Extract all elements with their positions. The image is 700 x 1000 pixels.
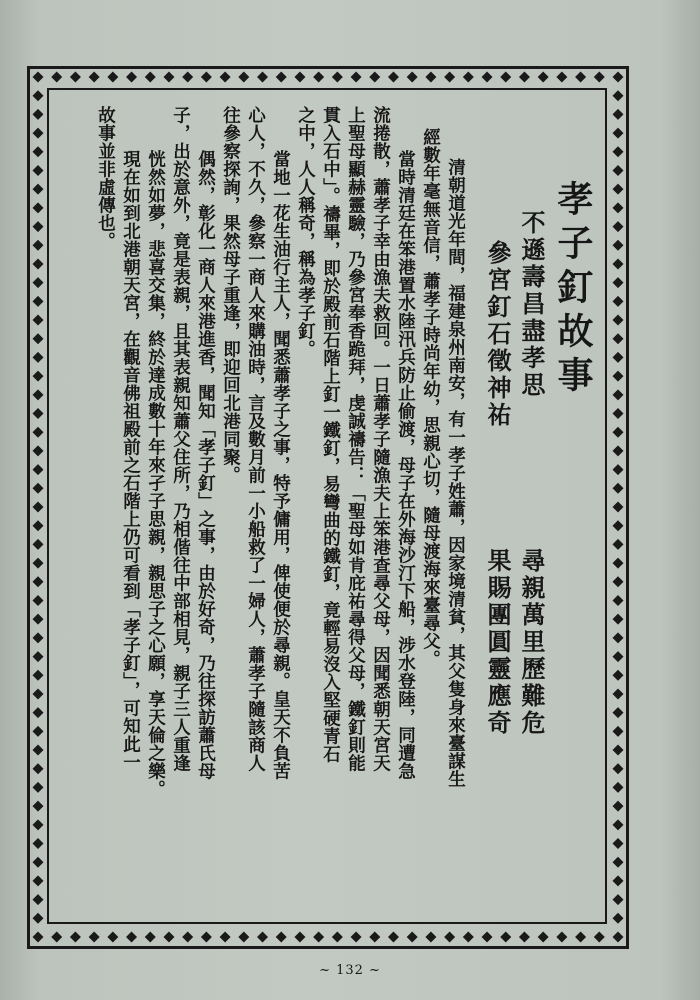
diamond-ornament <box>613 445 624 456</box>
diamond-ornament <box>613 464 624 475</box>
diamond-ornament <box>51 932 62 943</box>
diamond-ornament <box>613 221 624 232</box>
diamond-ornament <box>70 932 81 943</box>
article-title: 孝子釘故事 <box>552 180 594 400</box>
body-column-5: 上聖母顯赫靈驗，乃參宮奉香跪拜，虔誠禱告：「聖母如肯庇祐尋得父母，鐵釘則能 <box>345 106 366 772</box>
diamond-ornament <box>33 184 44 195</box>
diamond-ornament <box>613 651 624 662</box>
diamond-ornament <box>33 932 44 943</box>
diamond-ornament <box>33 838 44 849</box>
diamond-ornament <box>33 371 44 382</box>
diamond-ornament <box>351 932 362 943</box>
diamond-ornament <box>33 146 44 157</box>
diamond-ornament <box>201 932 212 943</box>
diamond-ornament <box>238 72 249 83</box>
diamond-ornament <box>613 184 624 195</box>
diamond-ornament <box>613 745 624 756</box>
diamond-ornament <box>220 72 231 83</box>
diamond-ornament <box>613 614 624 625</box>
diamond-ornament <box>613 670 624 681</box>
diamond-ornament <box>33 464 44 475</box>
body-column-9: 心人，不久，參察一商人來購油時，言及數月前一小船救了一婦人，蕭孝子隨該商人 <box>245 106 266 772</box>
diamond-ornament <box>313 72 324 83</box>
diamond-ornament <box>500 932 511 943</box>
diamond-ornament <box>276 932 287 943</box>
diamond-ornament <box>33 221 44 232</box>
diamond-ornament <box>126 72 137 83</box>
diamond-ornament <box>613 726 624 737</box>
body-column-8: 當地一花生油行主人，聞悉蕭孝子之事，特予傭用，俾使便於尋親。皇天不負苦 <box>270 150 291 780</box>
diamond-ornament <box>613 595 624 606</box>
diamond-ornament <box>107 932 118 943</box>
diamond-ornament <box>613 240 624 251</box>
diamond-ornament <box>33 483 44 494</box>
diamond-ornament <box>613 688 624 699</box>
diamond-ornament <box>33 502 44 513</box>
diamond-ornament <box>294 932 305 943</box>
diamond-ornament <box>89 72 100 83</box>
diamond-ornament <box>369 932 380 943</box>
body-column-13: 恍然如夢，悲喜交集，終於達成數十年來孑子思親，親思子之心願，享天倫之樂。 <box>145 150 166 798</box>
diamond-ornament <box>594 932 605 943</box>
diamond-ornament <box>145 932 156 943</box>
diamond-ornament <box>33 614 44 625</box>
diamond-ornament <box>613 932 624 943</box>
diamond-ornament <box>613 109 624 120</box>
diamond-ornament <box>33 520 44 531</box>
diamond-ornament <box>482 72 493 83</box>
diamond-ornament <box>613 165 624 176</box>
diamond-ornament <box>463 72 474 83</box>
diamond-ornament <box>201 72 212 83</box>
body-column-3: 當時清廷在笨港置水陸汛兵防止偷渡，母子在外海沙汀下船，涉水登陸，同遭急 <box>395 150 416 780</box>
diamond-ornament <box>613 389 624 400</box>
diamond-ornament <box>33 651 44 662</box>
diamond-ornament <box>33 632 44 643</box>
diamond-ornament <box>163 932 174 943</box>
diamond-ornament <box>444 72 455 83</box>
diamond-ornament <box>182 932 193 943</box>
diamond-ornament <box>163 72 174 83</box>
verse-line-1: 不遜壽昌盡孝思 <box>517 210 546 399</box>
diamond-ornament <box>332 932 343 943</box>
diamond-ornament <box>33 819 44 830</box>
diamond-ornament <box>33 875 44 886</box>
diamond-ornament <box>613 539 624 550</box>
diamond-ornament <box>388 72 399 83</box>
diamond-ornament <box>613 875 624 886</box>
diamond-ornament <box>407 72 418 83</box>
diamond-ornament <box>538 72 549 83</box>
diamond-ornament <box>33 913 44 924</box>
diamond-ornament <box>575 72 586 83</box>
diamond-ornament <box>613 72 624 83</box>
body-column-4: 流捲散，蕭孝子幸由漁夫救回。一日蕭孝子隨漁夫上笨港查尋父母，因聞悉朝天宮天 <box>370 106 391 772</box>
diamond-ornament <box>257 932 268 943</box>
diamond-ornament <box>182 72 193 83</box>
diamond-ornament <box>613 819 624 830</box>
diamond-ornament <box>313 932 324 943</box>
diamond-ornament <box>51 72 62 83</box>
diamond-ornament <box>613 333 624 344</box>
diamond-ornament <box>33 782 44 793</box>
diamond-ornament <box>33 857 44 868</box>
body-column-7: 之中，人人稱奇，稱為孝子釘。 <box>295 106 316 358</box>
diamond-ornament <box>33 315 44 326</box>
diamond-ornament <box>613 258 624 269</box>
diamond-ornament <box>33 894 44 905</box>
diamond-ornament <box>613 707 624 718</box>
diamond-ornament <box>463 932 474 943</box>
diamond-ornament <box>33 595 44 606</box>
diamond-ornament <box>613 427 624 438</box>
diamond-ornament <box>107 72 118 83</box>
diamond-ornament <box>33 352 44 363</box>
verse-line-3: 尋親萬里歷難危 <box>517 548 546 737</box>
diamond-ornament <box>613 90 624 101</box>
diamond-ornament <box>33 90 44 101</box>
body-column-12: 子，出於意外，竟是表親，且其表親知蕭父住所，乃相偕往中部相見，親子三人重逢 <box>170 106 191 772</box>
body-column-1: 清朝道光年間，福建泉州南安，有一孝子姓蕭，因家境清貧，其父隻身來臺謀生 <box>445 158 466 788</box>
diamond-ornament <box>538 932 549 943</box>
diamond-ornament <box>613 782 624 793</box>
diamond-ornament <box>613 277 624 288</box>
diamond-ornament <box>33 707 44 718</box>
verse-line-4: 果賜團圓靈應奇 <box>483 548 512 737</box>
diamond-ornament <box>33 109 44 120</box>
page-number: ~ 132 ~ <box>319 963 381 978</box>
diamond-ornament <box>482 932 493 943</box>
diamond-ornament <box>519 932 530 943</box>
diamond-ornament <box>33 745 44 756</box>
diamond-ornament <box>556 932 567 943</box>
diamond-ornament <box>613 838 624 849</box>
diamond-ornament <box>613 857 624 868</box>
body-column-6: 貫入石中」。禱畢，即於殿前石階上釘一鐵釘，易彎曲的鐵釘，竟輕易沒入堅硬青石 <box>320 106 341 764</box>
diamond-ornament <box>613 894 624 905</box>
diamond-ornament <box>238 932 249 943</box>
diamond-ornament <box>33 688 44 699</box>
diamond-ornament <box>613 558 624 569</box>
diamond-ornament <box>613 128 624 139</box>
diamond-ornament <box>425 932 436 943</box>
diamond-ornament <box>369 72 380 83</box>
body-column-14: 現在如到北港朝天宮，在觀音佛祖殿前之石階上仍可看到「孝子釘」，可知此一 <box>120 150 141 772</box>
diamond-ornament <box>332 72 343 83</box>
diamond-ornament <box>145 72 156 83</box>
body-column-11: 偶然，彰化一商人來港進香，聞知「孝子釘」之事，由於好奇，乃往探訪蕭氏母 <box>195 150 216 780</box>
diamond-ornament <box>33 763 44 774</box>
diamond-ornament <box>613 913 624 924</box>
diamond-ornament <box>33 558 44 569</box>
diamond-ornament <box>33 427 44 438</box>
body-column-2: 經數年毫無音信，蕭孝子時尚年幼，思親心切，隨母渡海來臺尋父。 <box>420 128 441 668</box>
diamond-ornament <box>613 146 624 157</box>
diamond-ornament <box>575 932 586 943</box>
diamond-ornament <box>33 726 44 737</box>
diamond-ornament <box>33 202 44 213</box>
diamond-ornament <box>33 333 44 344</box>
diamond-ornament <box>594 72 605 83</box>
diamond-ornament <box>70 72 81 83</box>
diamond-ornament <box>444 932 455 943</box>
diamond-ornament <box>613 520 624 531</box>
diamond-ornament <box>33 389 44 400</box>
diamond-ornament <box>425 72 436 83</box>
diamond-ornament <box>388 932 399 943</box>
body-column-15: 故事並非虛傳也。 <box>95 106 116 250</box>
diamond-ornament <box>556 72 567 83</box>
diamond-ornament <box>89 932 100 943</box>
diamond-ornament <box>33 539 44 550</box>
diamond-ornament <box>33 296 44 307</box>
diamond-ornament <box>220 932 231 943</box>
diamond-ornament <box>613 763 624 774</box>
diamond-ornament <box>33 576 44 587</box>
diamond-ornament <box>613 315 624 326</box>
diamond-ornament <box>33 445 44 456</box>
diamond-ornament <box>33 72 44 83</box>
diamond-ornament <box>613 202 624 213</box>
diamond-ornament <box>351 72 362 83</box>
diamond-ornament <box>613 502 624 513</box>
diamond-ornament <box>613 352 624 363</box>
diamond-ornament <box>613 576 624 587</box>
diamond-ornament <box>613 483 624 494</box>
diamond-ornament <box>613 408 624 419</box>
diamond-ornament <box>33 258 44 269</box>
body-column-10: 往參察探詢，果然母子重逢，即迎回北港同聚。 <box>220 106 241 484</box>
diamond-ornament <box>294 72 305 83</box>
diamond-ornament <box>33 240 44 251</box>
diamond-ornament <box>33 128 44 139</box>
diamond-ornament <box>33 277 44 288</box>
verse-line-2: 參宮釘石徵神祐 <box>483 240 512 429</box>
diamond-ornament <box>613 371 624 382</box>
diamond-ornament <box>407 932 418 943</box>
diamond-ornament <box>613 296 624 307</box>
diamond-ornament <box>276 72 287 83</box>
diamond-ornament <box>33 801 44 812</box>
diamond-ornament <box>33 408 44 419</box>
diamond-ornament <box>500 72 511 83</box>
diamond-ornament <box>519 72 530 83</box>
diamond-ornament <box>257 72 268 83</box>
diamond-ornament <box>126 932 137 943</box>
diamond-ornament <box>33 165 44 176</box>
diamond-ornament <box>613 632 624 643</box>
diamond-ornament <box>613 801 624 812</box>
diamond-ornament <box>33 670 44 681</box>
